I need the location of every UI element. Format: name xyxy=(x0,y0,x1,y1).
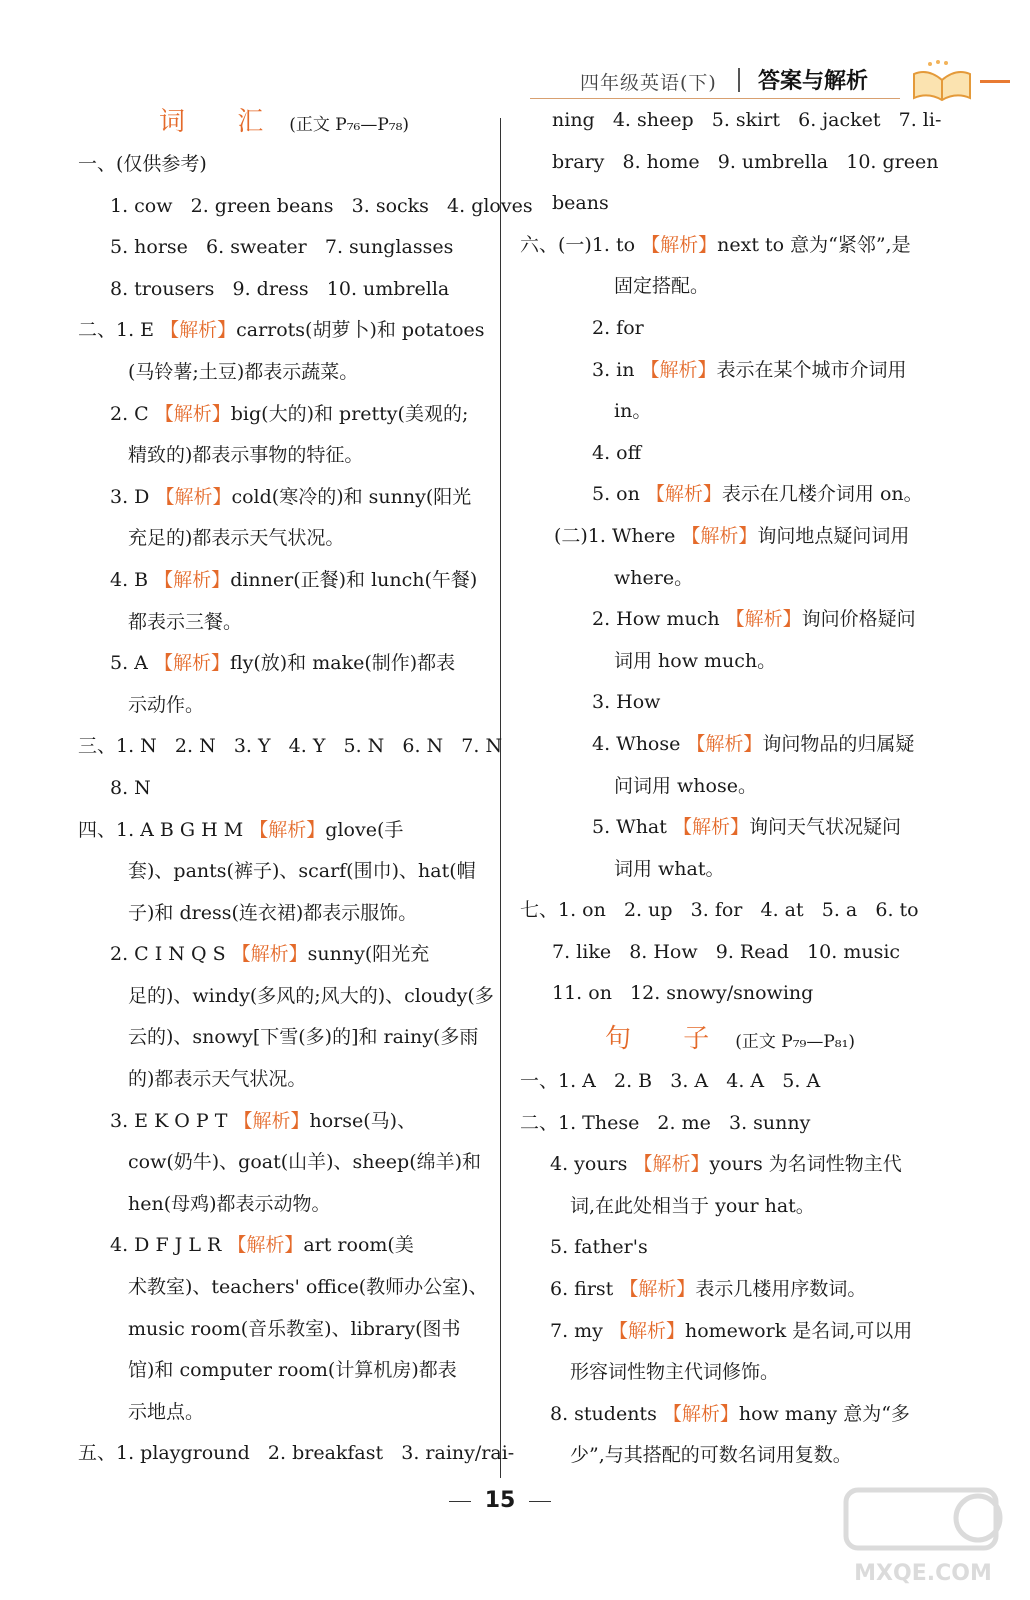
answer-text: 5. father's xyxy=(550,1236,648,1259)
answer-key: 5. A xyxy=(110,652,154,675)
answer-key: 6. first xyxy=(550,1278,620,1301)
answer-line xyxy=(520,558,940,600)
answer-line xyxy=(78,1017,490,1059)
answer-text: 固定搭配。 xyxy=(614,275,710,298)
watermark-logo xyxy=(838,1480,1008,1590)
answer-line xyxy=(520,1144,940,1186)
answer-line xyxy=(78,810,490,852)
answer-text: (马铃薯;土豆)都表示蔬菜。 xyxy=(128,360,359,383)
answer-text: 11. on 12. snowy/snowing xyxy=(552,982,814,1005)
answer-text: 4. off xyxy=(592,441,642,464)
analysis-tag: 【解析】 xyxy=(249,818,326,841)
answer-line xyxy=(78,1350,490,1392)
analysis-text: 表示在某个城市介词用 xyxy=(716,358,907,381)
answer-list-left xyxy=(78,144,533,1475)
answer-text: 七、1. on 2. up 3. for 4. at 5. a 6. to xyxy=(520,899,919,922)
analysis-text: 询问地点疑问词用 xyxy=(757,524,910,547)
answer-text: 都表示三餐。 xyxy=(128,610,243,633)
answer-key: 4. yours xyxy=(550,1153,634,1176)
answer-text: 三、1. N 2. N 3. Y 4. Y 5. N 6. N 7. N xyxy=(78,735,503,758)
analysis-text: homework 是名词,可以用 xyxy=(684,1319,913,1342)
book-icon xyxy=(908,58,976,102)
header-title: 答案与解析 xyxy=(758,69,869,94)
answer-line xyxy=(78,1433,515,1475)
answer-text: 词,在此处相当于 your hat。 xyxy=(570,1194,815,1217)
answer-line xyxy=(520,391,940,433)
analysis-text: dinner(正餐)和 lunch(午餐) xyxy=(230,568,478,591)
answer-text: 一、(仅供参考) xyxy=(78,153,207,175)
answer-key: 4. B xyxy=(110,568,155,591)
answer-text: 问词用 whose。 xyxy=(614,774,757,797)
answer-text: 3. How xyxy=(592,691,661,714)
answer-line xyxy=(520,266,940,308)
answer-key: 2. How much xyxy=(592,608,726,631)
analysis-text: art room(美 xyxy=(303,1234,414,1257)
answer-line xyxy=(520,1103,940,1145)
answer-line xyxy=(78,1225,490,1267)
answer-line xyxy=(520,849,940,891)
analysis-text: 表示几楼用序数词。 xyxy=(695,1278,867,1301)
answer-line xyxy=(78,976,494,1018)
analysis-tag: 【解析】 xyxy=(686,732,763,755)
answer-text: 充足的)都表示天气状况。 xyxy=(128,527,345,550)
section-heading-sentence xyxy=(520,1017,940,1061)
answer-text: ning 4. sheep 5. skirt 6. jacket 7. li- xyxy=(552,109,942,131)
answer-text: 词用 what。 xyxy=(614,857,725,880)
analysis-tag: 【解析】 xyxy=(233,1109,310,1132)
answer-text: 的)都表示天气状况。 xyxy=(128,1068,307,1091)
answer-text: 1. cow 2. green beans 3. socks 4. gloves xyxy=(110,194,533,217)
answer-line xyxy=(78,1392,490,1434)
analysis-tag: 【解析】 xyxy=(640,358,717,381)
svg-text:MXQE.COM: MXQE.COM xyxy=(854,1561,992,1586)
answer-text: 馆)和 computer room(计算机房)都表 xyxy=(128,1359,457,1382)
answer-text: brary 8. home 9. umbrella 10. green xyxy=(552,150,939,173)
answer-line xyxy=(520,474,940,516)
answer-line xyxy=(520,890,940,932)
answer-line xyxy=(78,685,490,727)
answer-key: 4. D F J L R xyxy=(110,1234,228,1257)
answer-line xyxy=(520,724,940,766)
answer-line xyxy=(78,435,490,477)
answer-line xyxy=(78,934,490,976)
analysis-text: 表示在几楼介词用 on。 xyxy=(721,483,923,506)
answer-text: 示动作。 xyxy=(128,693,205,716)
answer-text: 精致的)都表示事物的特征。 xyxy=(128,444,364,467)
answer-line xyxy=(520,350,940,392)
answer-text: 2. for xyxy=(592,316,644,339)
answer-key: 六、(一)1. to xyxy=(520,233,642,256)
answer-line xyxy=(520,1269,940,1311)
answer-text: in。 xyxy=(614,400,652,423)
header-accent xyxy=(980,80,1010,83)
right-column xyxy=(520,100,940,1477)
answer-line xyxy=(78,893,490,935)
answer-line xyxy=(520,1061,940,1103)
analysis-text: next to 意为“紧邻”,是 xyxy=(717,233,911,256)
answer-line xyxy=(78,851,490,893)
analysis-tag: 【解析】 xyxy=(633,1153,710,1176)
answer-line xyxy=(520,682,940,724)
answer-line xyxy=(78,269,490,311)
answer-text: 8. N xyxy=(110,776,151,799)
analysis-text: fly(放)和 make(制作)都表 xyxy=(229,652,456,675)
answer-list-right-top xyxy=(520,100,940,1015)
answer-line xyxy=(78,310,490,352)
answer-text: cow(奶牛)、goat(山羊)、sheep(绵羊)和 xyxy=(128,1151,482,1174)
left-column xyxy=(78,100,533,1475)
analysis-text: yours 为名词性物主代 xyxy=(709,1153,902,1176)
analysis-text: how many 意为“多 xyxy=(738,1402,910,1425)
answer-text: 五、1. playground 2. breakfast 3. rainy/rai- xyxy=(78,1442,515,1465)
answer-line xyxy=(520,973,940,1015)
answer-line xyxy=(520,1186,940,1228)
answer-key: 3. in xyxy=(592,358,641,381)
answer-line xyxy=(78,560,490,602)
analysis-tag: 【解析】 xyxy=(681,524,758,547)
answer-line xyxy=(78,1101,490,1143)
analysis-tag: 【解析】 xyxy=(662,1402,739,1425)
answer-text: beans xyxy=(552,192,609,215)
analysis-tag: 【解析】 xyxy=(160,319,237,342)
header-separator xyxy=(738,68,740,92)
analysis-text: horse(马)、 xyxy=(309,1109,417,1132)
analysis-tag: 【解析】 xyxy=(608,1319,685,1342)
answer-text: 词用 how much。 xyxy=(614,649,777,672)
answer-text: 子)和 dress(连衣裙)都表示服饰。 xyxy=(128,901,418,924)
answer-key: 5. on xyxy=(592,483,646,506)
answer-text: 7. like 8. How 9. Read 10. music xyxy=(552,940,901,963)
answer-line xyxy=(520,183,940,225)
answer-line xyxy=(78,726,503,768)
answer-line xyxy=(78,643,490,685)
section-title: 句 子 xyxy=(604,1024,732,1055)
answer-key: 2. C I N Q S xyxy=(110,943,232,966)
answer-line xyxy=(78,1059,490,1101)
column-divider xyxy=(500,118,501,1478)
answer-text: where。 xyxy=(614,566,694,589)
answer-line xyxy=(520,1352,940,1394)
answer-line xyxy=(78,1267,490,1309)
analysis-tag: 【解析】 xyxy=(154,568,231,591)
answer-line xyxy=(78,1142,490,1184)
answer-line xyxy=(520,641,940,683)
answer-line xyxy=(78,227,490,269)
analysis-tag: 【解析】 xyxy=(645,483,722,506)
section-ref: (正文 P₇₉—P₈₁) xyxy=(735,1032,856,1053)
answer-key: (二)1. Where xyxy=(554,524,682,547)
analysis-tag: 【解析】 xyxy=(227,1234,304,1257)
analysis-text: sunny(阳光充 xyxy=(307,943,430,966)
section-title: 词 汇 xyxy=(158,107,286,137)
answer-line xyxy=(78,1184,490,1226)
answer-line xyxy=(78,1309,490,1351)
answer-line xyxy=(520,225,940,267)
answer-text: 套)、pants(裤子)、scarf(围巾)、hat(帽 xyxy=(128,860,476,883)
answer-line xyxy=(78,477,490,519)
answer-line xyxy=(520,932,940,974)
answer-line xyxy=(520,1394,940,1436)
answer-key: 四、1. A B G H M xyxy=(78,818,250,841)
analysis-tag: 【解析】 xyxy=(231,943,308,966)
analysis-tag: 【解析】 xyxy=(154,402,231,425)
answer-line xyxy=(520,1227,940,1269)
answer-line xyxy=(520,807,940,849)
answer-line xyxy=(520,1435,940,1477)
answer-line xyxy=(78,768,490,810)
section-heading-vocab xyxy=(78,100,490,144)
answer-line xyxy=(78,602,490,644)
answer-key: 7. my xyxy=(550,1319,609,1342)
analysis-text: carrots(胡萝卜)和 potatoes xyxy=(236,319,485,342)
answer-text: 二、1. These 2. me 3. sunny xyxy=(520,1111,811,1134)
analysis-text: big(大的)和 pretty(美观的; xyxy=(230,402,469,425)
answer-key: 二、1. E xyxy=(78,319,161,342)
answer-line xyxy=(520,766,940,808)
answer-line xyxy=(78,518,490,560)
analysis-text: 询问物品的归属疑 xyxy=(762,732,915,755)
answer-line xyxy=(78,186,533,228)
answer-text: 一、1. A 2. B 3. A 4. A 5. A xyxy=(520,1070,821,1093)
analysis-text: cold(寒冷的)和 sunny(阳光 xyxy=(231,485,472,508)
header-subtitle: 四年级英语(下) xyxy=(580,72,717,94)
answer-list-right-bottom xyxy=(520,1061,940,1477)
answer-key: 4. Whose xyxy=(592,732,687,755)
page-number-text: 15 xyxy=(484,1488,516,1513)
answer-key: 3. D xyxy=(110,485,156,508)
answer-text: hen(母鸡)都表示动物。 xyxy=(128,1192,331,1215)
answer-text: 足的)、windy(多风的;风大的)、cloudy(多 xyxy=(128,984,494,1007)
answer-text: 5. horse 6. sweater 7. sunglasses xyxy=(110,236,454,259)
answer-line xyxy=(520,599,940,641)
answer-key: 8. students xyxy=(550,1402,663,1425)
answer-line xyxy=(78,394,490,436)
answer-key: 2. C xyxy=(110,402,155,425)
section-ref: (正文 P₇₆—P₇₈) xyxy=(289,115,410,135)
answer-text: 云的)、snowy[下雪(多)的]和 rainy(多雨 xyxy=(128,1026,479,1049)
answer-text: 术教室)、teachers' office(教师办公室)、 xyxy=(128,1276,488,1299)
answer-line xyxy=(520,1311,940,1353)
answer-line xyxy=(520,308,940,350)
answer-line xyxy=(520,142,940,184)
answer-key: 5. What xyxy=(592,816,673,839)
analysis-text: 询问价格疑问 xyxy=(801,608,916,631)
answer-text: 示地点。 xyxy=(128,1400,205,1423)
answer-text: music room(音乐教室)、library(图书 xyxy=(128,1317,461,1340)
answer-line xyxy=(520,433,940,475)
answer-line xyxy=(520,516,940,558)
analysis-tag: 【解析】 xyxy=(725,608,802,631)
answer-text: 8. trousers 9. dress 10. umbrella xyxy=(110,277,450,300)
answer-line xyxy=(520,100,940,142)
analysis-text: 询问天气状况疑问 xyxy=(748,816,901,839)
analysis-tag: 【解析】 xyxy=(155,485,232,508)
answer-text: 少”,与其搭配的可数名词用复数。 xyxy=(570,1444,852,1467)
answer-key: 3. E K O P T xyxy=(110,1109,234,1132)
analysis-text: glove(手 xyxy=(325,818,404,841)
answer-line xyxy=(78,352,490,394)
answer-line xyxy=(78,144,490,186)
analysis-tag: 【解析】 xyxy=(619,1278,696,1301)
analysis-tag: 【解析】 xyxy=(641,233,718,256)
header-rule xyxy=(530,98,900,99)
analysis-tag: 【解析】 xyxy=(153,652,230,675)
analysis-tag: 【解析】 xyxy=(672,816,749,839)
answer-text: 形容词性物主代词修饰。 xyxy=(570,1361,780,1384)
